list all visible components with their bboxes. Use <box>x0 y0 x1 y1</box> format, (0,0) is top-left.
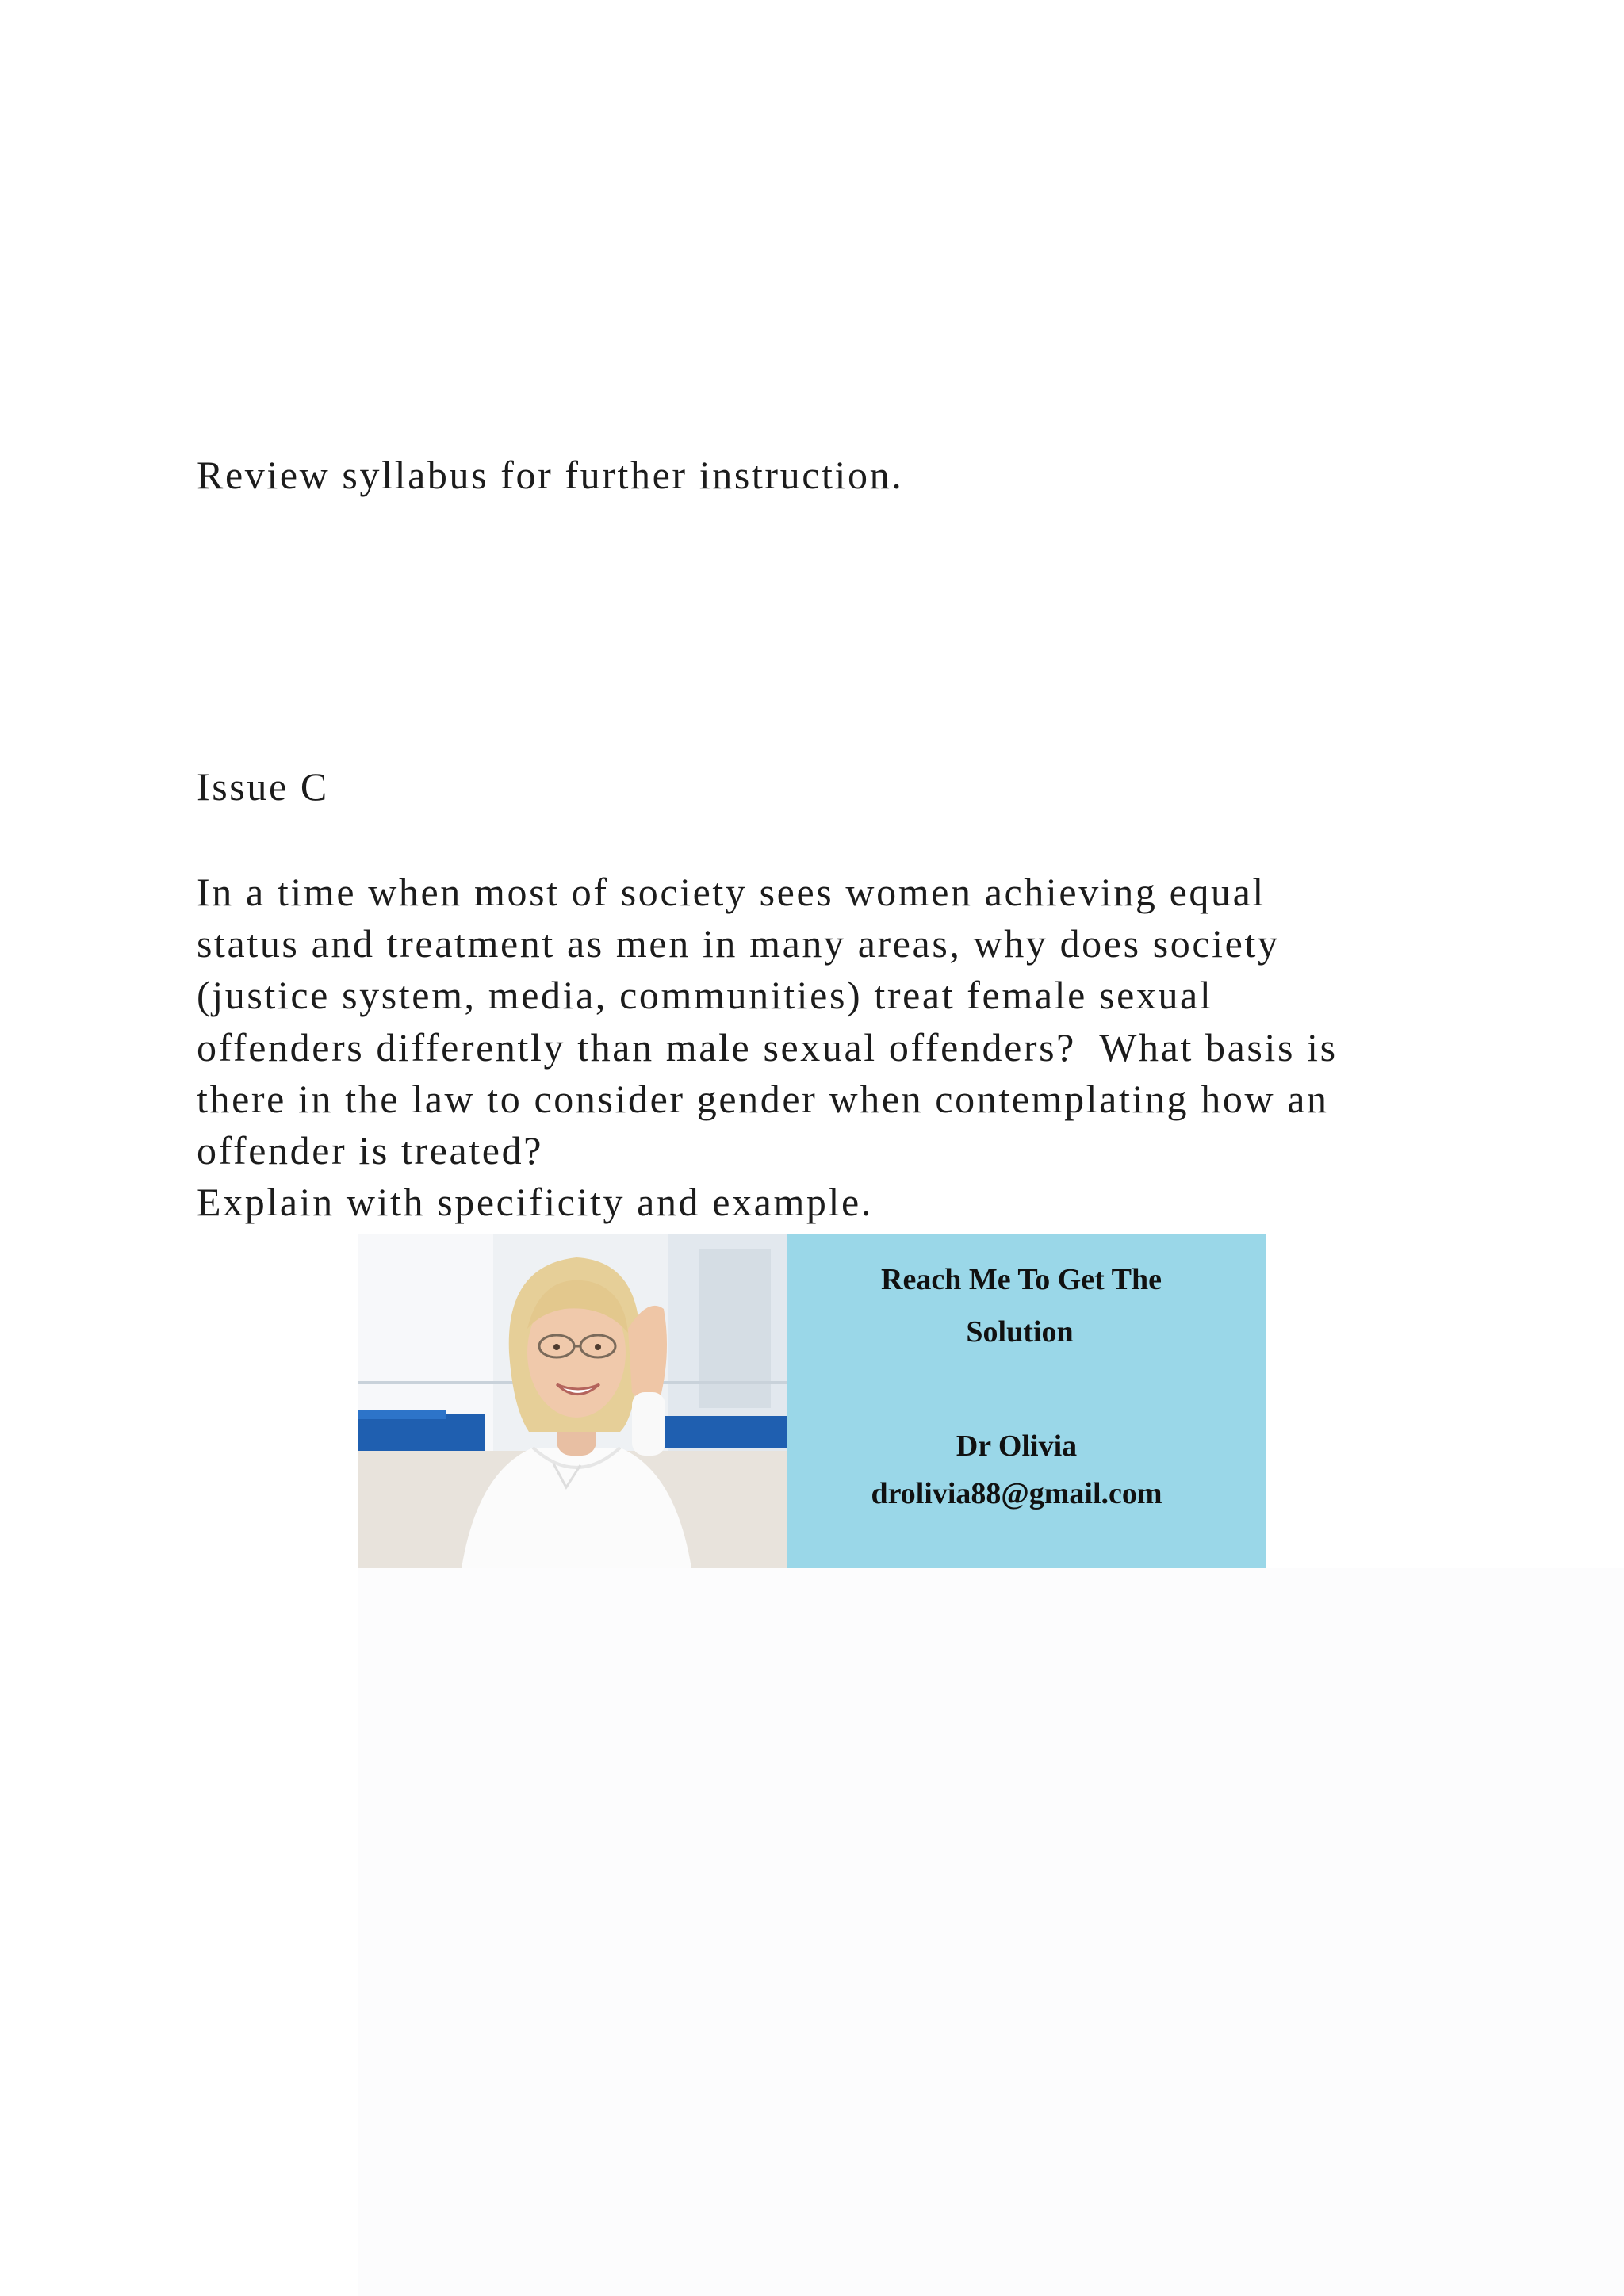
review-syllabus-text: Review syllabus for further instruction. <box>197 453 904 497</box>
question-line: offender is treated? <box>197 1128 543 1173</box>
question-line: status and treatment as men in many areas, why does society <box>197 921 1280 966</box>
question-line: In a time when most of society sees women achieving equal <box>197 870 1266 914</box>
question-line: Explain with specificity and example. <box>197 1180 873 1225</box>
contact-banner-image <box>358 1234 1266 1568</box>
woman-photo <box>358 1234 787 1568</box>
card-heading-line2: Solution <box>966 1315 1074 1349</box>
contact-email: drolivia88@gmail.com <box>871 1477 1162 1510</box>
issue-heading: Issue C <box>197 764 329 809</box>
contact-card <box>787 1234 1266 1568</box>
card-heading-line1: Reach Me To Get The <box>881 1263 1162 1296</box>
contact-name: Dr Olivia <box>956 1429 1078 1463</box>
question-paragraph <box>197 867 1338 1228</box>
page-lower-region <box>358 1568 1624 2296</box>
question-line: offenders differently than male sexual offenders? What basis is <box>197 1024 1338 1070</box>
question-line: (justice system, media, communities) treat female sexual <box>197 973 1213 1018</box>
question-line: there in the law to consider gender when contemplating how an <box>197 1076 1329 1121</box>
